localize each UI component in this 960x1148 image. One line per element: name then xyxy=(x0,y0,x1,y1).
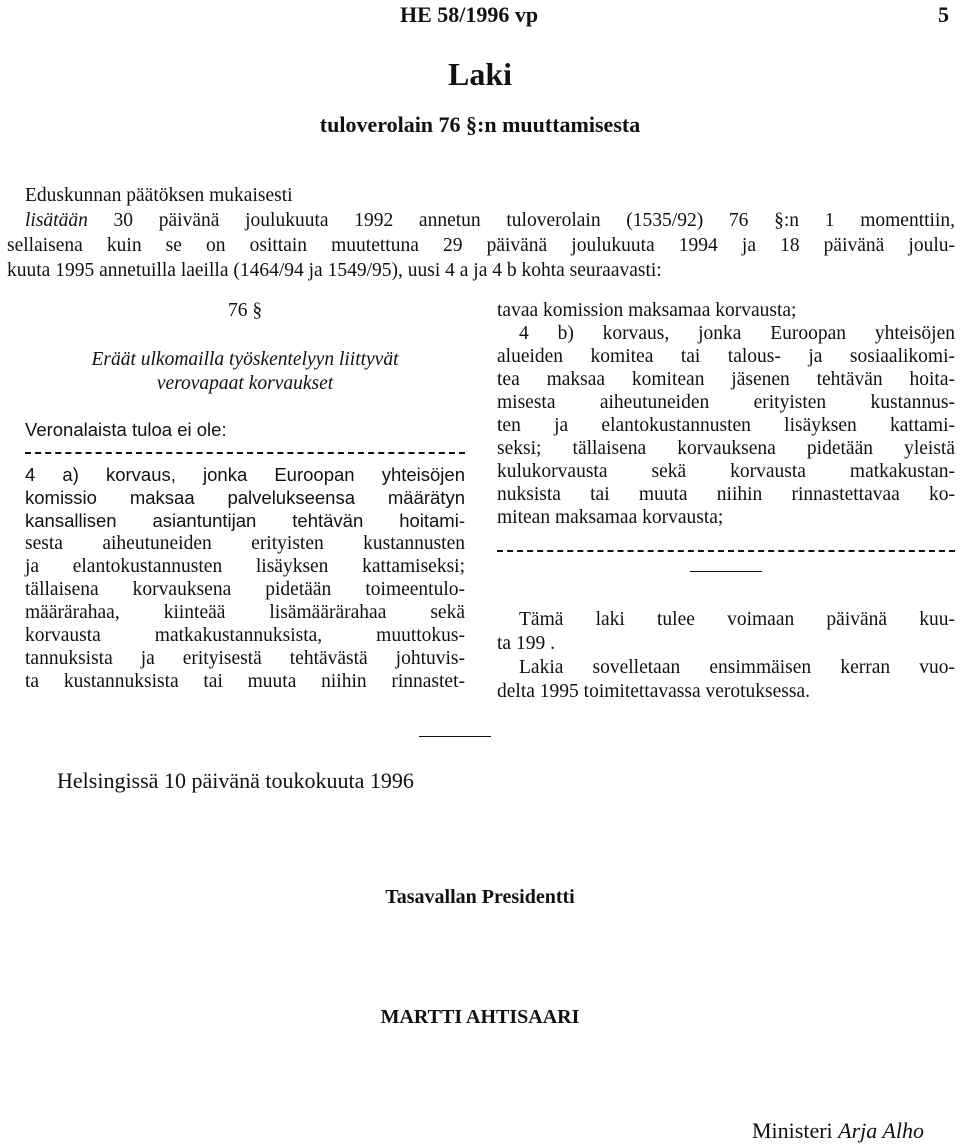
right-line: kulukorvausta sekä korvausta matkakustan- xyxy=(497,461,955,482)
right-column-text xyxy=(497,299,955,529)
section-heading-line-2: verovapaat korvaukset xyxy=(156,373,334,394)
left-line: korvausta matkakustannuksista, muuttokus- xyxy=(25,625,465,646)
right-line: 4 b) korvaus, jonka Euroopan yhteisöjen xyxy=(519,323,955,344)
left-line: sesta aiheutuneiden erityisten kustannusten xyxy=(25,533,465,554)
document-id: HE 58/1996 vp xyxy=(400,2,539,27)
law-subtitle: tuloverolain 76 §:n muuttamisesta xyxy=(319,112,641,137)
section-heading-line-1: Eräät ulkomailla työskentelyyn liittyvät xyxy=(91,349,399,370)
minister-signature xyxy=(752,1118,924,1144)
left-line: määrärahaa, kiinteää lisämäärärahaa sekä xyxy=(25,602,465,623)
left-column-text xyxy=(25,463,465,693)
right-line: ten ja elantokustannusten lisäyksen kattami- xyxy=(497,415,955,436)
left-line: ja elantokustannusten lisäyksen kattamiseksi; xyxy=(25,556,465,577)
application-line-2: delta 1995 toimitettavassa verotuksessa. xyxy=(497,681,811,702)
separator-rule-center xyxy=(419,736,491,737)
left-line: ta kustannuksista tai muuta niihin rinnastet- xyxy=(25,671,465,692)
place-and-date: Helsingissä 10 päivänä toukokuuta 1996 xyxy=(57,768,414,793)
omission-dashes-left xyxy=(25,452,465,454)
left-line: tannuksista ja erityisestä tehtävästä johtuvis- xyxy=(25,648,465,669)
minister-name: Arja Alho xyxy=(838,1118,924,1143)
right-line: misesta aiheutuneiden erityisten kustannus- xyxy=(497,392,955,413)
left-line: 4 a) korvaus, jonka Euroopan yhteisöjen xyxy=(25,464,465,485)
left-line: tällaisena korvauksena pidetään toimeentulo- xyxy=(25,579,465,600)
left-line: komissio maksaa palvelukseensa määrätyn xyxy=(25,487,465,508)
entry-into-force-line-1: Tämä laki tulee voimaan päivänä kuu- xyxy=(519,609,955,630)
preamble-verb: lisätään xyxy=(25,210,88,231)
minister-label: Ministeri xyxy=(752,1118,833,1143)
president-title: Tasavallan Presidentti xyxy=(385,886,575,908)
omission-dashes-right xyxy=(497,550,955,552)
right-line: mitean maksamaa korvausta; xyxy=(497,507,724,528)
left-line: kansallisen asiantuntijan tehtävän hoitami- xyxy=(25,510,465,531)
president-name: MARTTI AHTISAARI xyxy=(380,1006,580,1028)
section-number: 76 § xyxy=(227,300,263,321)
preamble-line-2-rest: 30 päivänä joulukuuta 1992 annetun tuloverolain (1535/92) 76 §:n 1 momenttiin, xyxy=(87,210,955,231)
preamble-line-1: Eduskunnan päätöksen mukaisesti xyxy=(25,185,293,206)
separator-rule-right xyxy=(690,571,762,572)
right-line: alueiden komitea tai talous- ja sosiaalikomi- xyxy=(497,346,955,367)
right-line: tavaa komission maksamaa korvausta; xyxy=(497,300,797,321)
right-line: nuksista tai muuta niihin rinnastettavaa ko- xyxy=(497,484,955,505)
page-number: 5 xyxy=(938,2,949,27)
preamble-line-4: kuuta 1995 annetuilla laeilla (1464/94 ja 1549/95), uusi 4 a ja 4 b kohta seuraavasti: xyxy=(7,260,662,281)
right-line: seksi; tällaisena korvauksena pidetään yleistä xyxy=(497,438,955,459)
entry-into-force-line-2: ta 199 . xyxy=(497,633,555,654)
right-line: tea maksaa komitean jäsenen tehtävän hoita- xyxy=(497,369,955,390)
section-intro: Veronalaista tuloa ei ole: xyxy=(25,419,227,440)
preamble-line-2 xyxy=(25,209,955,232)
application-line-1: Lakia sovelletaan ensimmäisen kerran vuo- xyxy=(519,657,955,678)
law-title: Laki xyxy=(447,56,513,92)
preamble-line-3: sellaisena kuin se on osittain muutettuna 29 päivänä joulukuuta 1994 ja 18 päivänä joulu- xyxy=(7,235,955,256)
